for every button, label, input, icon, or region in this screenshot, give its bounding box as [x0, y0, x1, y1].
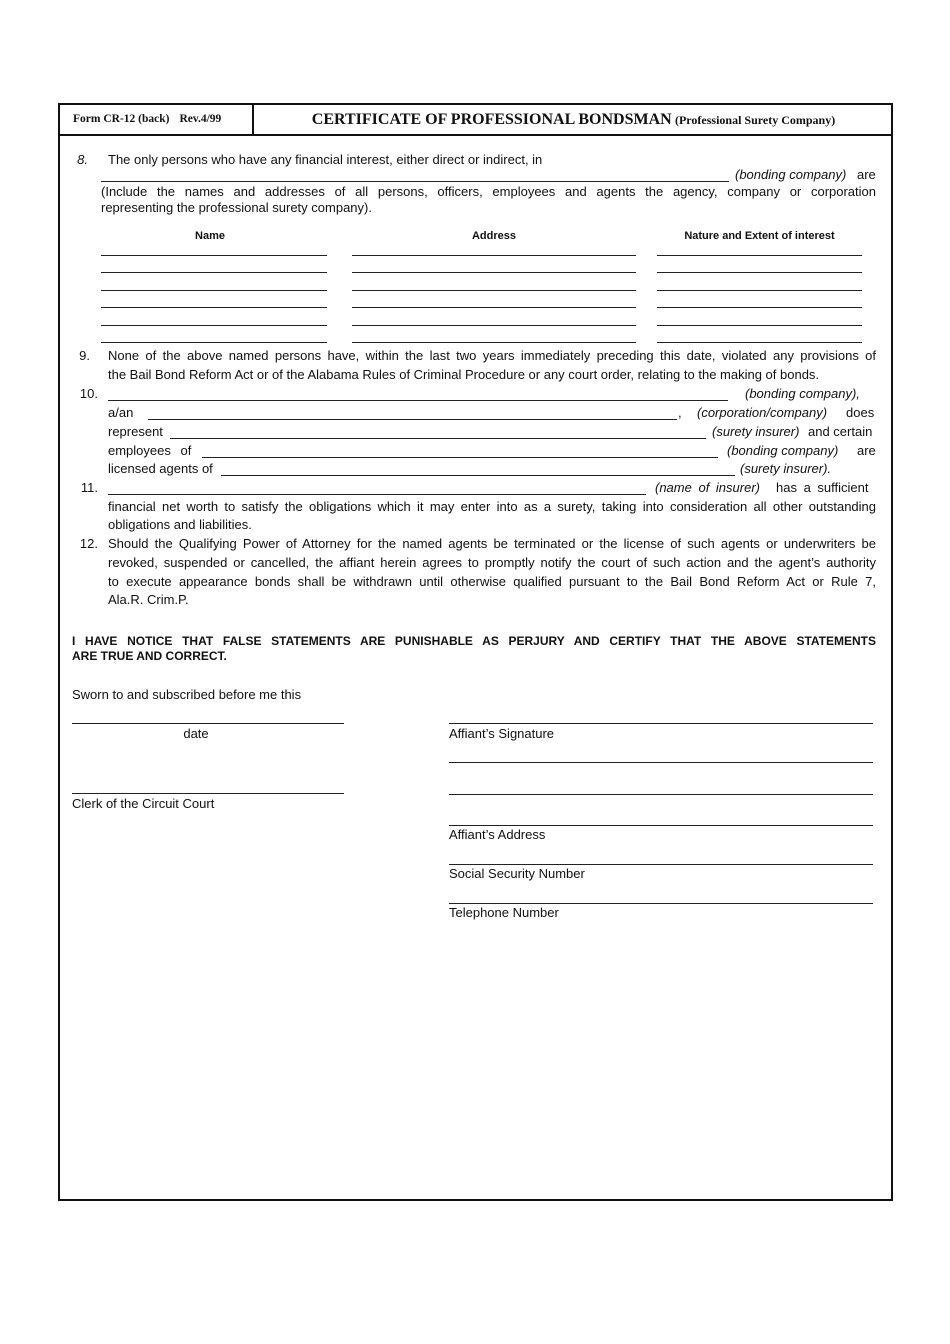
interest-name-line[interactable] — [101, 290, 327, 291]
form-subtitle: (Professional Surety Company) — [674, 113, 836, 127]
form-title-cell — [256, 105, 891, 134]
item10-bonding-company-field[interactable] — [108, 400, 728, 401]
item10-employees-of: employees of — [108, 443, 192, 458]
affiant-address-line1[interactable] — [449, 762, 873, 763]
interest-address-line[interactable] — [352, 290, 636, 291]
item10-surety-insurer-field[interactable] — [170, 438, 706, 439]
date-field[interactable] — [72, 723, 344, 724]
item11-line2: financial net worth to satisfy the obligations which it may enter into as a surety, taking into consideration all other outstanding — [108, 499, 876, 514]
form-revision: Rev.4/99 — [179, 113, 222, 125]
interest-address-line[interactable] — [352, 342, 636, 343]
item8-include-line2: representing the professional surety company). — [101, 200, 372, 215]
interest-address-line[interactable] — [352, 255, 636, 256]
interest-nature-line[interactable] — [657, 272, 862, 273]
telephone-field[interactable] — [449, 903, 873, 904]
sworn-text: Sworn to and subscribed before me this — [72, 687, 302, 702]
item10-and-certain: and certain — [808, 424, 873, 439]
form-id-cell — [60, 105, 254, 134]
item11-name-of-insurer: (name of insurer) — [655, 480, 760, 495]
ssn-field[interactable] — [449, 864, 873, 865]
interest-nature-line[interactable] — [657, 325, 862, 326]
item11-number: 11. — [80, 480, 98, 495]
item10-number: 10. — [79, 386, 98, 401]
item10-comma: , — [678, 405, 682, 420]
item12-line1: Should the Qualifying Power of Attorney for the named agents be terminated or the license of such agents or underwriters be — [108, 536, 876, 551]
interest-nature-line[interactable] — [657, 307, 862, 308]
form-title: CERTIFICATE OF PROFESSIONAL BONDSMAN — [311, 111, 672, 128]
item8-include-line1: (Include the names and addresses of all persons, officers, employees and agents the agency, company or corporation — [101, 184, 876, 199]
item10-licensed-agents-field[interactable] — [221, 475, 735, 476]
interest-name-line[interactable] — [101, 255, 327, 256]
notice-line2: ARE TRUE AND CORRECT. — [72, 649, 227, 663]
interest-address-line[interactable] — [352, 307, 636, 308]
item10-are: are — [857, 443, 876, 458]
date-label: date — [183, 726, 209, 741]
item10-employees-field[interactable] — [202, 457, 718, 458]
interest-nature-line[interactable] — [657, 342, 862, 343]
item10-bonding-company-label: (bonding company), — [745, 386, 860, 401]
form-id: Form CR-12 (back) — [73, 113, 170, 125]
item12-number: 12. — [79, 536, 98, 551]
col-header-nature: Nature and Extent of interest — [684, 230, 835, 242]
item8-bonding-company-field[interactable] — [101, 181, 729, 182]
item12-line4: Ala.R. Crim.P. — [108, 592, 189, 607]
item12-line3: to execute appearance bonds shall be withdrawn until otherwise qualified pursuant to the Bail Bond Reform Act or Rule 7, — [108, 574, 876, 589]
interest-nature-line[interactable] — [657, 255, 862, 256]
item10-surety-insurer-end: (surety insurer). — [740, 461, 832, 476]
item10-does: does — [846, 405, 875, 420]
form-header — [60, 105, 891, 136]
affiant-signature-field[interactable] — [449, 723, 873, 724]
item10-bonding-company2-label: (bonding company) — [727, 443, 839, 458]
clerk-signature-field[interactable] — [72, 793, 344, 794]
item10-represent: represent — [108, 424, 163, 439]
notice-line1: I HAVE NOTICE THAT FALSE STATEMENTS ARE PUNISHABLE AS PERJURY AND CERTIFY THAT THE ABOVE STATEMENTS — [72, 634, 876, 648]
interest-name-line[interactable] — [101, 307, 327, 308]
item11-has-sufficient: has a sufficient — [776, 480, 869, 495]
telephone-label: Telephone Number — [449, 905, 559, 920]
item11-insurer-field[interactable] — [108, 494, 646, 495]
item9-line1: None of the above named persons have, within the last two years immediately preceding this date, violated any provisions of — [108, 348, 876, 363]
clerk-label: Clerk of the Circuit Court — [72, 796, 215, 811]
item11-line3: obligations and liabilities. — [108, 517, 252, 532]
item8-are: are — [857, 167, 876, 182]
interest-address-line[interactable] — [352, 272, 636, 273]
interest-name-line[interactable] — [101, 342, 327, 343]
affiant-address-label: Affiant’s Address — [449, 827, 546, 842]
item9-line2: the Bail Bond Reform Act or of the Alabama Rules of Criminal Procedure or any court order, relating to the making of bonds. — [108, 367, 820, 382]
col-header-name: Name — [195, 230, 225, 242]
item12-line2: revoked, suspended or cancelled, the affiant herein agrees to promptly notify the court of such action and the agent’s authority — [108, 555, 876, 570]
item9-number: 9. — [79, 348, 90, 363]
item10-corporation-field[interactable] — [148, 419, 677, 420]
item10-a-an: a/an — [108, 405, 134, 420]
item10-licensed-agents-of: licensed agents of — [108, 461, 213, 476]
affiant-signature-label: Affiant’s Signature — [449, 726, 555, 741]
interest-name-line[interactable] — [101, 325, 327, 326]
interest-nature-line[interactable] — [657, 290, 862, 291]
affiant-address-line3[interactable] — [449, 825, 873, 826]
ssn-label: Social Security Number — [449, 866, 585, 881]
item10-corp-company-label: (corporation/company) — [697, 405, 828, 420]
item8-number: 8. — [77, 152, 88, 167]
item10-surety-insurer-label: (surety insurer) — [712, 424, 800, 439]
item8-bonding-label: (bonding company) — [735, 167, 847, 182]
item8-text: The only persons who have any financial interest, either direct or indirect, in — [108, 152, 543, 167]
interest-address-line[interactable] — [352, 325, 636, 326]
col-header-address: Address — [471, 230, 517, 242]
interest-name-line[interactable] — [101, 272, 327, 273]
affiant-address-line2[interactable] — [449, 794, 873, 795]
